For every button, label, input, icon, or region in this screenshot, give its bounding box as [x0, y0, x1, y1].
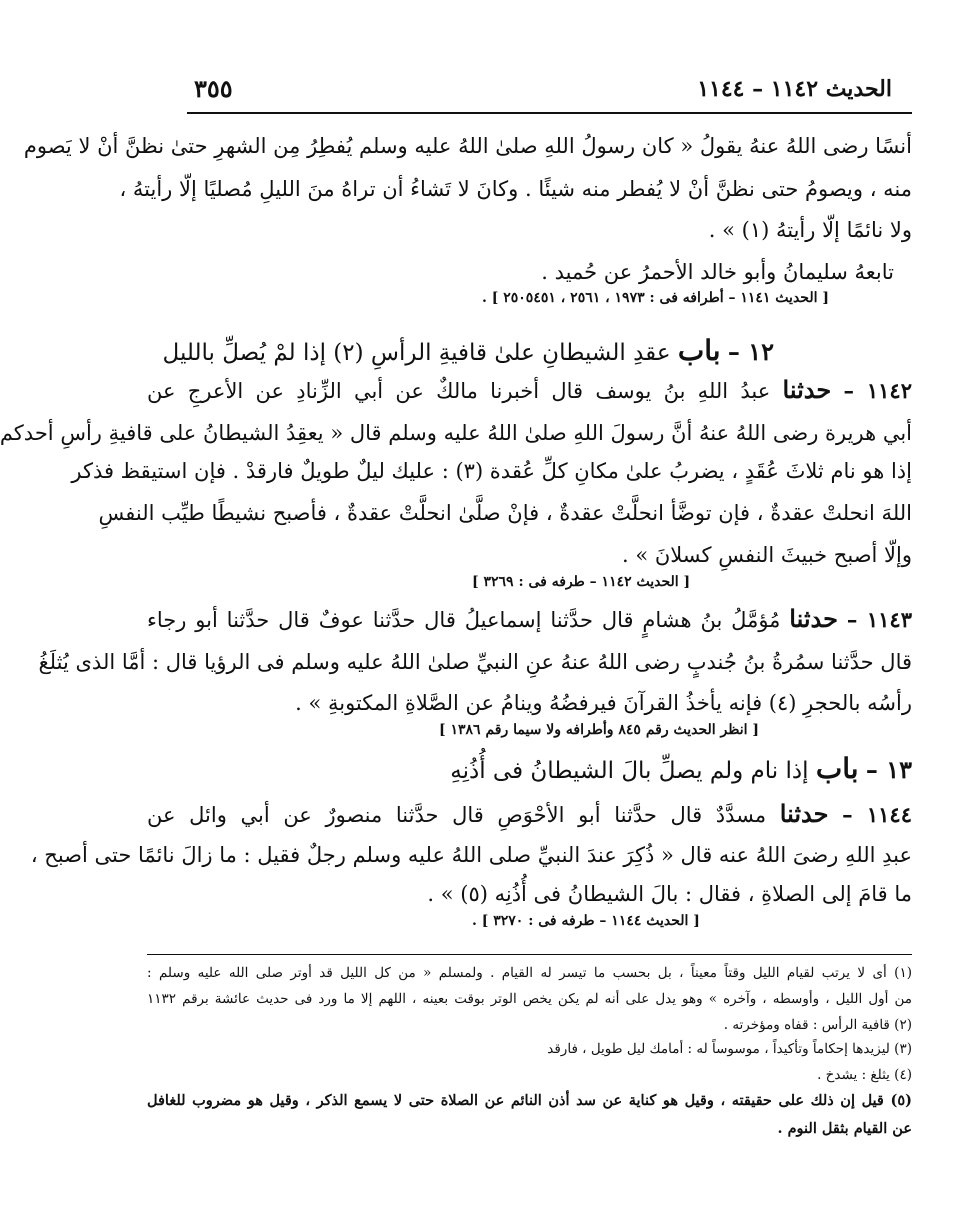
hadith-first-line — [147, 799, 912, 830]
chapter-number: ١٣ – — [865, 755, 912, 784]
hadith-first-line — [147, 375, 912, 406]
hadith-text: عبدُ اللهِ بنُ يوسف قال أخبرنا مالكٌ عن أبي الزِّنادِ عن الأعرجِ عن — [147, 379, 771, 403]
footnote: (٣) ليزيدها إحكاماً وتأكيداً ، موسوساً له : أمامك ليل طويل ، فارقد — [547, 1041, 912, 1057]
header-rule — [187, 112, 912, 114]
footnote-rule — [147, 954, 912, 955]
hadith-reference: [ الحديث ١١٤١ – أطرافه فى : ١٩٧٣ ، ٢٥٦١ ، ٢٥٠٥٤٥١ ] . — [482, 290, 829, 306]
text-line: ولا نائمًا إلّا رأيتهُ (١) » . — [708, 218, 912, 242]
footnote: (٤) يثلغ : يشدخ . — [817, 1067, 912, 1083]
text-line: عبدِ اللهِ رضىَ اللهُ عنه قال « ذُكِرَ عندَ النبيِّ صلى اللهُ عليه وسلم رجلٌ فقيل : ما زالَ نائمًا حتى أصبح ، — [30, 843, 912, 867]
chapter-heading — [450, 752, 912, 788]
page-number: ٣٥٥ — [194, 74, 233, 103]
text-line: إذا هو نام ثلاثَ عُقَدٍ ، يضربُ علىٰ مكانِ كلِّ عُقدة (٣) : عليك ليلٌ طويلٌ فارقدْ . فإن استيقظ فذكر — [71, 459, 912, 483]
hadith-keyword: حدثنا — [779, 799, 829, 828]
chapter-word: باب — [677, 334, 721, 367]
hadith-text: مُؤمَّلُ بنُ هشامٍ قال حدَّثنا إسماعيلُ قال حدَّثنا عوفٌ قال حدَّثنا أبو رجاء — [147, 608, 781, 632]
hadith-text: مسدَّدٌ قال حدَّثنا أبو الأحْوَصِ قال حدَّثنا منصورٌ عن أبي وائل عن — [147, 803, 767, 827]
text-line: وإلّا أصبح خبيثَ النفسِ كسلانَ » . — [621, 543, 912, 567]
footnote: من أول الليل ، وأوسطه ، وآخره » وهو يدل على أنه لم يكن يخص الوتر بوقت بعينه ، اللهم إلا ما ورد فى حديث عائشة برقم ١١٣٢ — [147, 991, 912, 1007]
chapter-heading — [163, 334, 774, 370]
text-line: منه ، ويصومُ حتى نظنَّ أنْ لا يُفطر منه شيئًا . وكانَ لا تَشاءُ أن تراهُ منَ الليلِ مُصليًا إلّا رأيتهُ ، — [119, 177, 912, 201]
footnote: (٢) قافية الرأس : قفاه ومؤخرته . — [723, 1017, 912, 1033]
hadith-reference: [ انظر الحديث رقم ٨٤٥ وأطرافه ولا سيما رقم ١٣٨٦ ] — [439, 722, 760, 738]
chapter-number: ١٢ – — [727, 337, 774, 366]
chapter-word: باب — [815, 752, 859, 785]
text-line: اللهَ انحلتْ عقدةٌ ، فإن توضَّأ انحلَّتْ عقدةٌ ، فإنْ صلَّىٰ انحلَّتْ عقدةٌ ، فأصبح نشيطًا طيِّب النفسِ — [98, 501, 912, 525]
hadith-reference: [ الحديث ١١٤٤ – طرفه فى : ٣٢٧٠ ] . — [472, 913, 700, 929]
hadith-keyword: حدثنا — [782, 375, 832, 404]
tabaahu-line: تابعهُ سليمانُ وأبو خالد الأحمرُ عن حُميد . — [541, 260, 894, 284]
hadith-number: ١١٤٢ – — [843, 378, 912, 403]
chapter-title: عقدِ الشيطانِ علىٰ قافيةِ الرأسِ (٢) إذا لمْ يُصلِّ بالليل — [162, 340, 671, 366]
text-line: أبي هريرة رضى اللهُ عنهُ أنَّ رسولَ اللهِ صلىٰ اللهُ عليه وسلم قال « يعقِدُ الشيطانُ على قافيةِ رأسِ أحدكم — [0, 421, 912, 445]
hadith-number: ١١٤٣ – — [846, 607, 912, 632]
hadith-number: ١١٤٤ – — [842, 802, 912, 827]
footnote: عن القيام بثقل النوم . — [777, 1120, 912, 1137]
text-line: رأسُه بالحجرِ (٤) فإنه يأخذُ القرآنَ فيرفضُهُ وينامُ عن الصَّلاةِ المكتوبةِ » . — [295, 691, 912, 715]
text-line: قال حدَّثنا سمُرةُ بنُ جُندبٍ رضى اللهُ عنهُ عنِ النبيِّ صلىٰ اللهُ عليه وسلم فى الرؤيا قال : أمَّا الذى يُثلَغُ — [38, 650, 912, 674]
running-title: الحديث ١١٤٢ – ١١٤٤ — [697, 76, 892, 102]
text-line: أنسًا رضى اللهُ عنهُ يقولُ « كان رسولُ اللهِ صلىٰ اللهُ عليه وسلم يُفطِرُ مِن الشهرِ حتىٰ نظنَّ أنْ لا يَصوم — [23, 134, 912, 158]
footnote: (٥) قيل إن ذلك على حقيقته ، وقيل هو كناية عن سد أذن النائم عن الصلاة حتى لا يسمع الذكر ، وقيل هو مضروب للغافل — [147, 1092, 912, 1109]
footnote: (١) أى لا يرتب لقيام الليل وقتاً معيناً ، بل بحسب ما تيسر له القيام . ولمسلم « من كل الليل قد أوتر صلى الله عليه وسلم : — [147, 965, 912, 981]
hadith-reference: [ الحديث ١١٤٢ – طرفه فى : ٣٢٦٩ ] — [472, 574, 691, 590]
chapter-title: إذا نام ولم يصلِّ بالَ الشيطانُ فى أُذُنِهِ — [450, 758, 809, 784]
hadith-first-line — [147, 604, 912, 635]
hadith-keyword: حدثنا — [789, 604, 838, 633]
text-line: ما قامَ إلى الصلاةِ ، فقال : بالَ الشيطانُ فى أُذُنِه (٥) » . — [427, 882, 912, 906]
